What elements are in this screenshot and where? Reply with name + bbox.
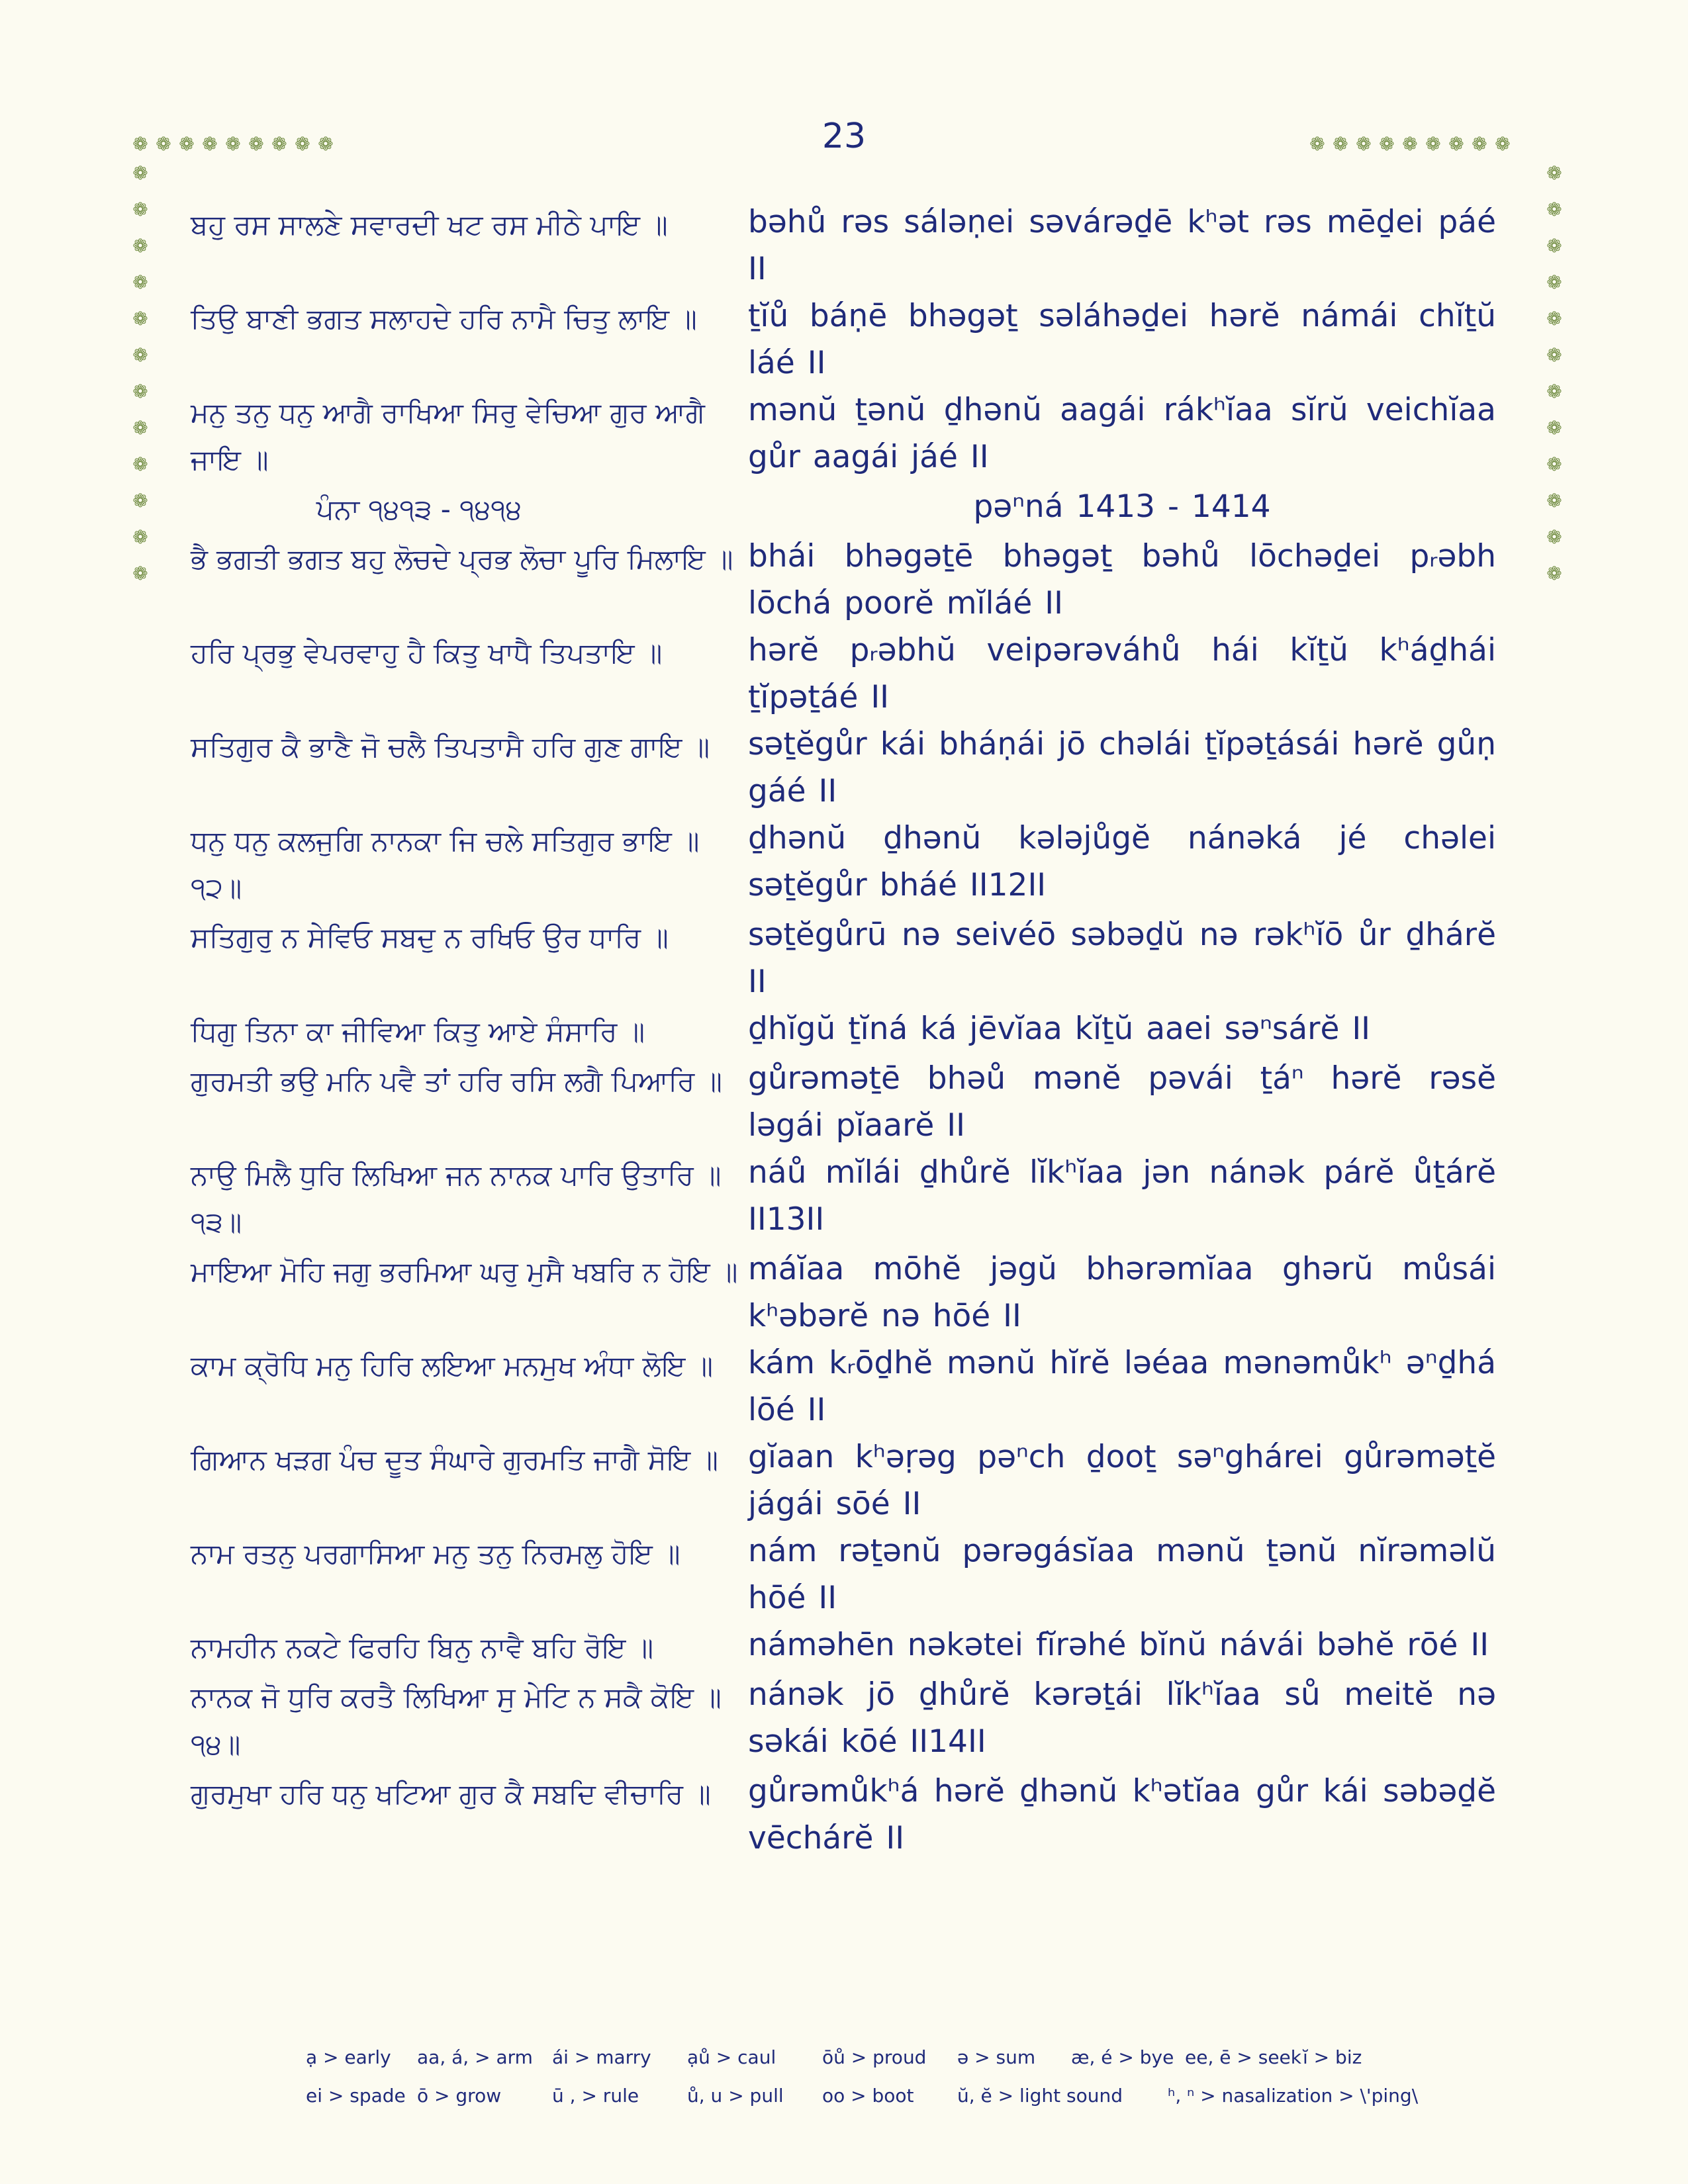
legend-item: aa, á, > arm — [417, 2046, 533, 2068]
flower-icon: ❁ — [132, 308, 148, 330]
verse-row — [191, 911, 1528, 1005]
flower-icon: ❁ — [1472, 133, 1487, 155]
legend-item: ů, u > pull — [687, 2085, 784, 2107]
page-range-heading — [191, 483, 1528, 533]
legend-item: ạů > caul — [687, 2046, 776, 2068]
transliteration-text: gůrəmůkʰá hərĕ ḏhənŭ kʰətĭaa gůr kái səbəḏĕ vēchárĕ II — [748, 1773, 1496, 1856]
gurmukhi-text: ਕਾਮ ਕ੍ਰੋਧਿ ਮਨੁ ਹਿਰਿ ਲਇਆ ਮਨਮੁਖ ਅੰਧਾ ਲੋਇ ॥ — [191, 1349, 714, 1382]
flower-icon: ❁ — [132, 381, 148, 402]
flower-icon: ❁ — [1546, 490, 1562, 512]
gurmukhi-text: ਸਤਿਗੁਰੁ ਨ ਸੇਵਿਓ ਸਬਦੁ ਨ ਰਖਿਓ ਉਰ ਧਾਰਿ ॥ — [191, 921, 669, 954]
legend-item: ĭ > biz — [1303, 2046, 1362, 2068]
flower-icon: ❁ — [132, 199, 148, 220]
transliteration-text: pəⁿná 1413 - 1414 — [973, 488, 1271, 525]
flower-icon: ❁ — [1546, 344, 1562, 366]
flower-icon: ❁ — [318, 133, 334, 155]
verse-row — [191, 1005, 1528, 1055]
legend-row — [306, 2077, 1432, 2115]
flower-icon: ❁ — [132, 271, 148, 293]
flower-icon: ❁ — [1379, 133, 1395, 155]
flower-icon: ❁ — [1546, 162, 1562, 184]
legend-item: ə > sum — [957, 2046, 1036, 2068]
legend-item: oo > boot — [822, 2085, 914, 2107]
gurmukhi-text: ਨਾਨਕ ਜੋ ਧੁਰਿ ਕਰਤੈ ਲਿਖਿਆ ਸੁ ਮੇਟਿ ਨ ਸਕੈ ਕੋਇ ॥੧੪॥ — [191, 1681, 722, 1760]
flower-icon: ❁ — [179, 133, 195, 155]
flower-icon: ❁ — [1546, 526, 1562, 548]
legend-item: æ, é > bye — [1071, 2046, 1174, 2068]
gurmukhi-text: ਭੈ ਭਗਤੀ ਭਗਤ ਬਹੁ ਲੋਚਦੇ ਪ੍ਰਭ ਲੋਚਾ ਪੂਰਿ ਮਿਲਾਇ ॥ — [191, 543, 733, 575]
gurmukhi-text: ਤਿਉ ਬਾਣੀ ਭਗਤ ਸਲਾਹਦੇ ਹਰਿ ਨਾਮੈ ਚਿਤੁ ਲਾਇ ॥ — [191, 302, 697, 335]
flower-icon: ❁ — [1546, 453, 1562, 475]
transliteration-text: nám rəṯənŭ pərəgásĭaa mənŭ ṯənŭ nĭrəməlŭ hōé II — [748, 1533, 1496, 1616]
gurmukhi-text: ਧਿਗੁ ਤਿਨਾ ਕਾ ਜੀਵਿਆ ਕਿਤੁ ਆਏ ਸੰਸਾਰਿ ॥ — [191, 1015, 645, 1048]
verse-row — [191, 627, 1528, 721]
gurmukhi-text: ਧਨੁ ਧਨੁ ਕਲਜੁਗਿ ਨਾਨਕਾ ਜਿ ਚਲੇ ਸਤਿਗੁਰ ਭਾਇ ॥੧੨॥ — [191, 825, 700, 904]
flower-icon: ❁ — [132, 563, 148, 584]
flower-icon: ❁ — [132, 417, 148, 439]
flower-icon: ❁ — [1309, 133, 1325, 155]
flower-icon: ❁ — [202, 133, 218, 155]
flower-icon: ❁ — [132, 490, 148, 512]
gurmukhi-text: ਪੰਨਾ ੧੪੧੩ - ੧੪੧੪ — [316, 493, 522, 525]
flower-icon: ❁ — [248, 133, 264, 155]
left-border — [131, 164, 150, 583]
top-left-border — [131, 135, 335, 154]
verse-row — [191, 1527, 1528, 1621]
flower-icon: ❁ — [132, 162, 148, 184]
flower-icon: ❁ — [1546, 235, 1562, 257]
flower-icon: ❁ — [295, 133, 310, 155]
gurmukhi-text: ਨਾਉ ਮਿਲੈ ਧੁਰਿ ਲਿਖਿਆ ਜਨ ਨਾਨਕ ਪਾਰਿ ਉਤਾਰਿ ॥੧੩॥ — [191, 1159, 722, 1238]
verse-row — [191, 815, 1528, 911]
transliteration-text: máĭaa mōhĕ jəgŭ bhərəmĭaa ghərŭ můsái kʰəbərĕ nə hōé II — [748, 1251, 1496, 1334]
flower-icon: ❁ — [225, 133, 241, 155]
top-right-border — [1308, 135, 1512, 154]
transliteration-text: ḏhĭgŭ ṯĭná ká jēvĭaa kĭṯŭ aaei səⁿsárĕ II — [748, 1011, 1371, 1047]
legend-item: ō > grow — [417, 2085, 502, 2107]
transliteration-text: bəhů rəs sáləṇei səvárəḏē kʰət rəs mēḏei páé II — [748, 204, 1496, 287]
transliteration-text: náməhēn nəkətei fĭrəhé bĭnŭ návái bəhĕ rōé II — [748, 1627, 1489, 1663]
gurmukhi-text: ਹਰਿ ਪ੍ਰਭੁ ਵੇਪਰਵਾਹੁ ਹੈ ਕਿਤੁ ਖਾਧੈ ਤਿਪਤਾਇ ॥ — [191, 637, 663, 669]
flower-icon: ❁ — [1546, 563, 1562, 584]
flower-icon: ❁ — [132, 526, 148, 548]
flower-icon: ❁ — [1356, 133, 1372, 155]
transliteration-text: kám kᵣōḏhĕ mənŭ hĭrĕ ləéaa mənəmůkʰ əⁿḏhá lōé II — [748, 1345, 1496, 1428]
gurmukhi-text: ਗੁਰਮੁਖਾ ਹਰਿ ਧਨੁ ਖਟਿਆ ਗੁਰ ਕੈ ਸਬਦਿ ਵੀਚਾਰਿ ॥ — [191, 1778, 711, 1810]
transliteration-text: səṯĕgůr kái bháṇái jō chəlái ṯĭpəṯásái hərĕ gůṇ gáé II — [748, 726, 1496, 809]
flower-icon: ❁ — [132, 453, 148, 475]
transliteration-text: səṯĕgůrū nə seivéō səbəḏŭ nə rəkʰĭō ůr ḏhárĕ II — [748, 917, 1496, 1000]
gurmukhi-text: ਨਾਮਹੀਨ ਨਕਟੇ ਫਿਰਹਿ ਬਿਨੁ ਨਾਵੈ ਬਹਿ ਰੋਇ ॥ — [191, 1631, 654, 1664]
transliteration-text: hərĕ pᵣəbhŭ veipərəváhů hái kĭṯŭ kʰáḏhái ṯĭpəṯáé II — [748, 632, 1496, 715]
flower-icon: ❁ — [1546, 381, 1562, 402]
verse-row — [191, 293, 1528, 387]
verse-row — [191, 1671, 1528, 1768]
verse-row — [191, 199, 1528, 293]
legend-item: ū , > rule — [552, 2085, 639, 2107]
verse-row — [191, 387, 1528, 483]
legend-item: ee, ē > seek — [1185, 2046, 1301, 2068]
legend-item: ei > spade — [306, 2085, 406, 2107]
verse-row — [191, 1768, 1528, 1862]
transliteration-text: nánək jō ḏhůrĕ kərəṯái lĭkʰĭaa sů meitĕ nə səkái kōé II14II — [748, 1676, 1496, 1760]
flower-icon: ❁ — [1495, 133, 1511, 155]
flower-icon: ❁ — [1546, 417, 1562, 439]
verse-row — [191, 1433, 1528, 1527]
legend-row — [306, 2038, 1432, 2077]
verse-row — [191, 721, 1528, 815]
verse-row — [191, 1621, 1528, 1671]
transliteration-text: mənŭ ṯənŭ ḏhənŭ aagái rákʰĭaa sĭrŭ veichĭaa gůr aagái jáé II — [748, 392, 1496, 475]
flower-icon: ❁ — [132, 344, 148, 366]
right-border — [1545, 164, 1564, 583]
flower-icon: ❁ — [1333, 133, 1348, 155]
legend-item: ạ > early — [306, 2046, 391, 2068]
flower-icon: ❁ — [1546, 308, 1562, 330]
legend-item: ái > marry — [552, 2046, 651, 2068]
legend-item: ōů > proud — [822, 2046, 927, 2068]
transliteration-text: ṯĭů báṇē bhəgəṯ səláhəḏei hərĕ námái chĭṯŭ láé II — [748, 298, 1496, 381]
verse-row — [191, 1340, 1528, 1433]
legend-item: ŭ, ĕ > light sound — [957, 2085, 1123, 2107]
gurmukhi-text: ਗਿਆਨ ਖੜਗ ਪੰਚ ਦੂਤ ਸੰਘਾਰੇ ਗੁਰਮਤਿ ਜਾਗੈ ਸੋਇ ॥ — [191, 1443, 718, 1476]
flower-icon: ❁ — [132, 133, 148, 155]
flower-icon: ❁ — [132, 235, 148, 257]
page-number: 23 — [821, 116, 867, 156]
transliteration-text: gĭaan kʰəṛəg pəⁿch ḏooṯ səⁿghárei gůrəməṯĕ jágái sōé II — [748, 1439, 1496, 1522]
flower-icon: ❁ — [1448, 133, 1464, 155]
flower-icon: ❁ — [156, 133, 171, 155]
legend-item: ʰ, ⁿ > nasalization > \'ping\ — [1168, 2085, 1419, 2107]
gurmukhi-text: ਬਹੁ ਰਸ ਸਾਲਣੇ ਸਵਾਰਦੀ ਖਟ ਰਸ ਮੀਠੇ ਪਾਇ ॥ — [191, 208, 668, 241]
transliteration-text: bhái bhəgəṯē bhəgəṯ bəhů lōchəḏei pᵣəbh lōchá poorĕ mĭláé II — [748, 538, 1496, 621]
gurmukhi-text: ਗੁਰਮਤੀ ਭਉ ਮਨਿ ਪਵੈ ਤਾਂ ਹਰਿ ਰਸਿ ਲਗੈ ਪਿਆਰਿ ॥ — [191, 1065, 722, 1097]
verse-row — [191, 1149, 1528, 1246]
flower-icon: ❁ — [1402, 133, 1418, 155]
verse-row — [191, 1055, 1528, 1149]
flower-icon: ❁ — [271, 133, 287, 155]
flower-icon: ❁ — [1546, 271, 1562, 293]
pronunciation-legend — [306, 2038, 1432, 2115]
gurmukhi-text: ਮਨੁ ਤਨੁ ਧਨੁ ਆਗੈ ਰਾਖਿਆ ਸਿਰੁ ਵੇਚਿਆ ਗੁਰ ਆਗੈ ਜਾਇ ॥ — [191, 396, 705, 476]
transliteration-text: náů mĭlái ḏhůrĕ lĭkʰĭaa jən nánək párĕ ůṯárĕ II13II — [748, 1154, 1496, 1238]
transliteration-text: gůrəməṯē bhəů mənĕ pəvái ṯáⁿ hərĕ rəsĕ ləgái pĭaarĕ II — [748, 1060, 1496, 1144]
transliteration-text: ḏhənŭ ḏhənŭ kələjůgĕ nánəká jé chəlei səṯĕgůr bháé II12II — [748, 820, 1496, 903]
gurmukhi-text: ਸਤਿਗੁਰ ਕੈ ਭਾਣੈ ਜੋ ਚਲੈ ਤਿਪਤਾਸੈ ਹਰਿ ਗੁਣ ਗਾਇ ॥ — [191, 731, 710, 763]
verse-table — [191, 199, 1528, 1862]
verse-row — [191, 1246, 1528, 1340]
gurmukhi-text: ਨਾਮ ਰਤਨੁ ਪਰਗਾਸਿਆ ਮਨੁ ਤਨੁ ਨਿਰਮਲੁ ਹੋਇ ॥ — [191, 1537, 680, 1570]
gurmukhi-text: ਮਾਇਆ ਮੋਹਿ ਜਗੁ ਭਰਮਿਆ ਘਰੁ ਮੁਸੈ ਖਬਰਿ ਨ ਹੋਇ ॥ — [191, 1255, 738, 1288]
verse-row — [191, 533, 1528, 627]
flower-icon: ❁ — [1546, 199, 1562, 220]
flower-icon: ❁ — [1425, 133, 1441, 155]
